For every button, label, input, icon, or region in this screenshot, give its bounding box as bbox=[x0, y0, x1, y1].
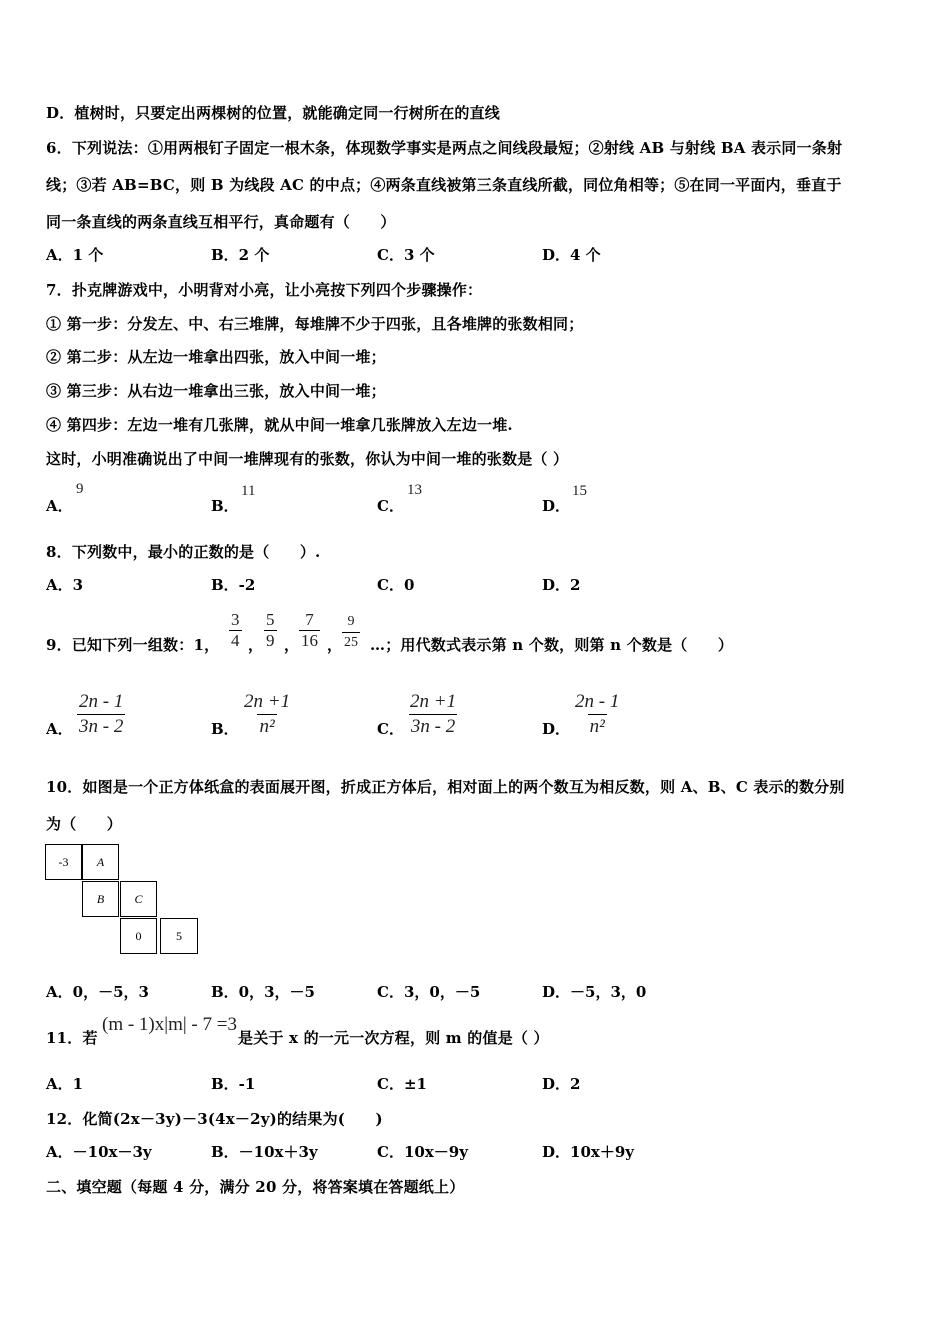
question-9-option-a: A． bbox=[46, 720, 73, 738]
net-cell-b: B bbox=[82, 881, 119, 917]
question-9-fraction-3 bbox=[299, 610, 320, 651]
question-7-option-b: B． bbox=[211, 497, 239, 515]
question-7-step1: ① 第一步：分发左、中、右三堆牌，每堆牌不少于四张，且各堆牌的张数相同； bbox=[46, 315, 584, 333]
question-6-text-line1: 6．下列说法：①用两根钉子固定一根木条，体现数学事实是两点之间线段最短；②射线 AB 与射线 BA 表示同一条射 bbox=[46, 139, 843, 157]
question-12-text: 12．化简(2x－3y)－3(4x－2y)的结果为( ) bbox=[46, 1110, 383, 1128]
fraction-denominator: 3n - 2 bbox=[410, 716, 456, 737]
question-11-suffix: 是关于 x 的一元一次方程，则 m 的值是（ ） bbox=[238, 1029, 549, 1047]
question-9-fraction-1 bbox=[229, 610, 242, 651]
question-7-option-c-value: 13 bbox=[407, 482, 422, 498]
question-9-option-c-fraction bbox=[408, 690, 458, 739]
fraction-denominator: 9 bbox=[266, 631, 275, 650]
question-10-option-b: B．0，3，－5 bbox=[211, 983, 315, 1001]
question-12-option-d: D．10x＋9y bbox=[542, 1143, 634, 1161]
question-9-option-c: C． bbox=[377, 720, 404, 738]
net-cell-a: A bbox=[82, 844, 119, 880]
question-7-option-d: D． bbox=[542, 497, 571, 515]
question-8-text: 8．下列数中，最小的正数的是（ ）. bbox=[46, 543, 321, 561]
fraction-denominator: 4 bbox=[231, 631, 240, 650]
fraction-numerator: 2n - 1 bbox=[575, 691, 620, 712]
fraction-numerator: 9 bbox=[347, 614, 355, 629]
question-10-option-c: C．3，0，－5 bbox=[377, 983, 481, 1001]
question-12-option-a: A．－10x－3y bbox=[46, 1143, 152, 1161]
fraction-numerator: 2n +1 bbox=[244, 691, 291, 712]
question-6-text-line3: 同一条直线的两条直线互相平行，真命题有（ ） bbox=[46, 213, 396, 231]
question-6-option-c: C．3 个 bbox=[377, 246, 435, 264]
question-8-option-a: A．3 bbox=[46, 576, 84, 594]
question-9-option-a-fraction bbox=[77, 690, 125, 739]
question-7-option-d-value: 15 bbox=[572, 483, 587, 499]
question-7-question: 这时，小明准确说出了中间一堆牌现有的张数，你认为中间一堆的张数是（ ） bbox=[46, 450, 569, 468]
question-8-option-c: C．0 bbox=[377, 576, 415, 594]
question-9-option-b: B． bbox=[211, 720, 239, 738]
question-12-option-b: B．－10x＋3y bbox=[211, 1143, 318, 1161]
question-8-option-b: B．-2 bbox=[211, 576, 256, 594]
fraction-denominator: 3n - 2 bbox=[79, 716, 124, 737]
question-9-option-d-fraction bbox=[573, 690, 621, 739]
question-7-option-b-value: 11 bbox=[241, 483, 256, 499]
net-cell-0: 0 bbox=[120, 918, 157, 954]
question-9-fraction-2 bbox=[264, 610, 277, 651]
question-6-option-d: D．4 个 bbox=[542, 246, 601, 264]
question-7-step4: ④ 第四步：左边一堆有几张牌，就从中间一堆拿几张牌放入左边一堆. bbox=[46, 416, 513, 434]
fraction-denominator: 25 bbox=[342, 632, 360, 653]
fraction-numerator: 7 bbox=[305, 610, 314, 629]
fraction-numerator: 3 bbox=[231, 610, 240, 629]
question-11-option-b: B．-1 bbox=[211, 1075, 256, 1093]
question-9-prefix: 9．已知下列一组数：1， bbox=[46, 636, 220, 654]
fraction-numerator: 5 bbox=[266, 610, 275, 629]
net-cell-minus-3: -3 bbox=[45, 844, 82, 880]
net-cell-5: 5 bbox=[160, 918, 198, 954]
net-cell-c: C bbox=[120, 881, 157, 917]
question-6-option-a: A．1 个 bbox=[46, 246, 104, 264]
question-6-text-line2: 线；③若 AB=BC，则 B 为线段 AC 的中点；④两条直线被第三条直线所截，同位角相等；⑤在同一平面内，垂直于 bbox=[46, 176, 842, 194]
comma: ， bbox=[327, 636, 343, 654]
question-10-text-line2: 为（ ） bbox=[46, 815, 123, 833]
fraction-numerator: 2n +1 bbox=[410, 691, 457, 712]
question-7-text: 7．扑克牌游戏中，小明背对小亮，让小亮按下列四个步骤操作： bbox=[46, 281, 483, 299]
question-11-equation: (m - 1)x|m| - 7 =3 bbox=[102, 1014, 237, 1035]
fraction-denominator: n² bbox=[589, 716, 605, 737]
question-7-step2: ② 第二步：从左边一堆拿出四张，放入中间一堆； bbox=[46, 348, 386, 366]
question-11-option-a: A．1 bbox=[46, 1075, 84, 1093]
question-10-text-line1: 10．如图是一个正方体纸盒的表面展开图，折成正方体后，相对面上的两个数互为相反数，则 A、B、C 表示的数分别 bbox=[46, 778, 845, 796]
question-7-step3: ③ 第三步：从右边一堆拿出三张，放入中间一堆； bbox=[46, 382, 386, 400]
question-8-option-d: D．2 bbox=[542, 576, 581, 594]
question-11-prefix: 11．若 bbox=[46, 1029, 98, 1047]
comma: ， bbox=[284, 636, 300, 654]
question-5-option-d: D．植树时，只要定出两棵树的位置，就能确定同一行树所在的直线 bbox=[46, 104, 501, 122]
question-6-option-b: B．2 个 bbox=[211, 246, 270, 264]
question-7-option-a: A． bbox=[46, 497, 73, 515]
question-9-option-d: D． bbox=[542, 720, 571, 738]
section-2-heading: 二、填空题（每题 4 分，满分 20 分，将答案填在答题纸上） bbox=[46, 1178, 465, 1196]
question-11-option-d: D．2 bbox=[542, 1075, 581, 1093]
question-10-option-a: A．0，－5，3 bbox=[46, 983, 149, 1001]
question-10-option-d: D．－5，3，0 bbox=[542, 983, 647, 1001]
question-11-option-c: C．±1 bbox=[377, 1075, 427, 1093]
question-7-option-a-value: 9 bbox=[76, 481, 84, 497]
fraction-denominator: n² bbox=[259, 716, 275, 737]
comma: ， bbox=[248, 636, 264, 654]
fraction-numerator: 2n - 1 bbox=[79, 691, 124, 712]
fraction-denominator: 16 bbox=[301, 631, 318, 650]
question-7-option-c: C． bbox=[377, 497, 404, 515]
question-9-fraction-4 bbox=[342, 612, 360, 653]
question-9-option-b-fraction bbox=[242, 690, 292, 739]
question-12-option-c: C．10x－9y bbox=[377, 1143, 468, 1161]
question-9-suffix: …；用代数式表示第 n 个数，则第 n 个数是（ ） bbox=[370, 636, 734, 654]
